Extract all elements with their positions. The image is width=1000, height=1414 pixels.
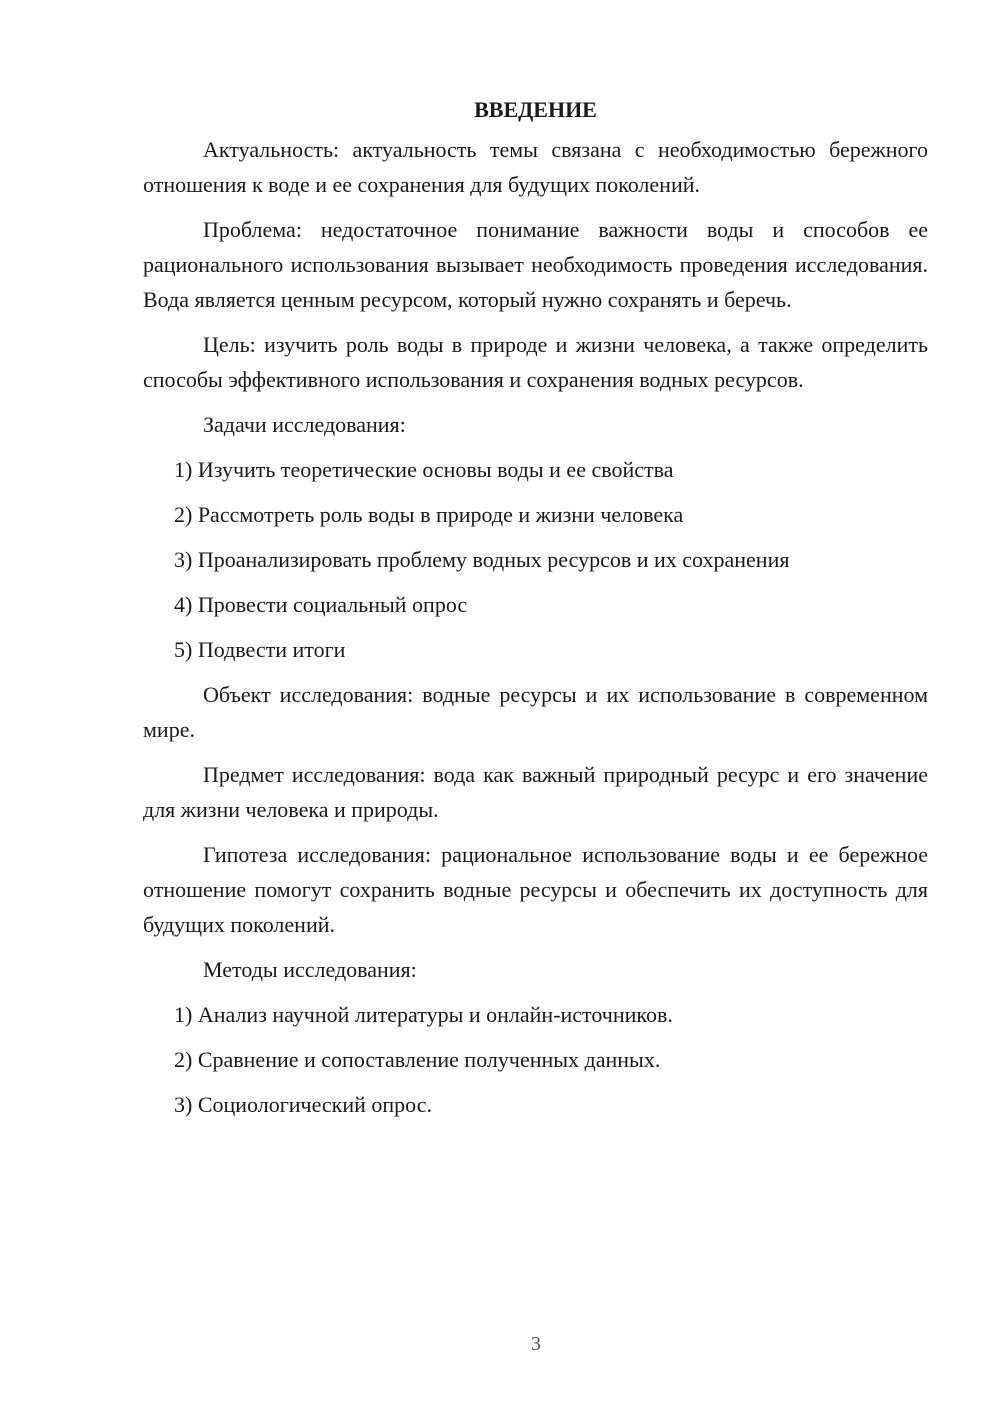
document-page [143, 92, 928, 1132]
hypothesis-paragraph: Гипотеза исследования: рациональное использование воды и ее бережное отношение помогут сохранить водные ресурсы и обеспечить их доступность для будущих поколений. [143, 842, 928, 937]
tasks-heading: Задачи исследования: [203, 412, 406, 437]
methods-heading: Методы исследования: [203, 957, 417, 982]
page-title: ВВЕДЕНИЕ [474, 97, 597, 122]
method-item: 3) Социологический опрос. [174, 1092, 432, 1117]
task-item: 2) Рассмотреть роль воды в природе и жизни человека [174, 502, 684, 527]
method-item: 1) Анализ научной литературы и онлайн-источников. [174, 1002, 673, 1027]
problem-paragraph: Проблема: недостаточное понимание важности воды и способов ее рационального использования вызывает необходимость проведения исследования. Вода является ценным ресурсом, который нужно сохранять и беречь. [143, 217, 928, 312]
method-item: 2) Сравнение и сопоставление полученных данных. [174, 1047, 661, 1072]
goal-paragraph: Цель: изучить роль воды в природе и жизни человека, а также определить способы эффективного использования и сохранения водных ресурсов. [143, 332, 928, 392]
object-paragraph: Объект исследования: водные ресурсы и их использование в современном мире. [143, 682, 928, 742]
relevance-paragraph: Актуальность: актуальность темы связана с необходимостью бережного отношения к воде и ее сохранения для будущих поколений. [143, 137, 928, 197]
task-item: 4) Провести социальный опрос [174, 592, 468, 617]
task-item: 3) Проанализировать проблему водных ресурсов и их сохранения [174, 547, 790, 572]
task-item: 1) Изучить теоретические основы воды и ее свойства [174, 457, 674, 482]
subject-paragraph: Предмет исследования: вода как важный природный ресурс и его значение для жизни человека и природы. [143, 762, 928, 822]
task-item: 5) Подвести итоги [174, 637, 346, 662]
page-number: 3 [531, 1333, 541, 1355]
